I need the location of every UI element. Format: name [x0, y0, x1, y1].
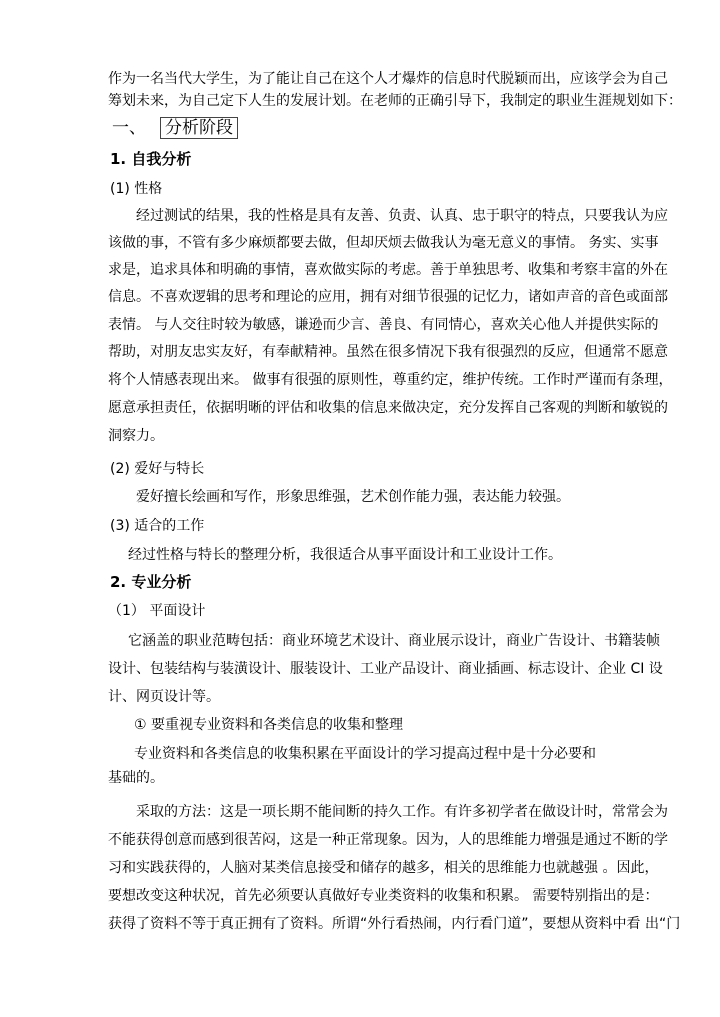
paragraph-line: 它涵盖的职业范畴包括：商业环境艺术设计、商业展示设计，商业广告设计、书籍装帧 — [128, 633, 660, 649]
item-graphic-design-title: （1） 平面设计 — [108, 603, 206, 619]
paragraph-line: 习和实践获得的，人脑对某类信息接受和储存的越多，相关的思维能力也就越强 。因此， — [108, 860, 659, 876]
item-suitable-job-title: (3) 适合的工作 — [110, 518, 205, 534]
point-title: ① 要重视专业资料和各类信息的收集和整理 — [134, 717, 403, 733]
paragraph-line: 将个人情感表现出来。 做事有很强的原则性，尊重约定，维护传统。工作时严谨而有条理， — [108, 372, 673, 388]
section-heading — [112, 117, 622, 139]
intro-line-1: 作为一名当代大学生，为了能让自己在这个人才爆炸的信息时代脱颖而出，应该学会为自己 — [108, 71, 668, 87]
paragraph-line: 计、网页设计等。 — [108, 689, 220, 705]
paragraph-line: 信息。不喜欢逻辑的思考和理论的应用，拥有对细节很强的记忆力，诸如声音的音色或面部 — [108, 289, 668, 305]
section-number: 一、 — [112, 118, 146, 138]
paragraph-line: 专业资料和各类信息的收集积累在平面设计的学习提高过程中是十分必要和 — [134, 746, 596, 762]
paragraph-line: 基础的。 — [108, 770, 164, 786]
subsection-self-analysis: 1. 自我分析 — [110, 150, 192, 168]
paragraph-line: 获得了资料不等于真正拥有了资料。所谓“外行看热闹，内行看门道”，要想从资料中看 出“门 — [108, 916, 681, 932]
paragraph-line: 经过性格与特长的整理分析，我很适合从事平面设计和工业设计工作。 — [128, 547, 562, 563]
paragraph-line: 帮助，对朋友忠实友好，有奉献精神。虽然在很多情况下我有很强烈的反应，但通常不愿意 — [108, 344, 668, 360]
paragraph-line: 不能获得创意而感到很苦闷，这是一种正常现象。因为，人的思维能力增强是通过不断的学 — [108, 832, 668, 848]
paragraph-line: 设计、包装结构与装潢设计、服装设计、工业产品设计、商业插画、标志设计、企业 CI 设 — [108, 661, 663, 677]
paragraph-line: 洞察力。 — [108, 428, 164, 444]
item-personality-title: (1) 性格 — [110, 181, 163, 197]
subsection-major-analysis: 2. 专业分析 — [110, 573, 192, 591]
paragraph-line: 采取的方法：这是一项长期不能间断的持久工作。有许多初学者在做设计时，常常会为 — [136, 804, 668, 820]
intro-line-2: 筹划未来，为自己定下人生的发展计划。在老师的正确引导下，我制定的职业生涯规划如下： — [108, 93, 682, 109]
paragraph-line: 要想改变这种状况，首先必须要认真做好专业类资料的收集和积累。 需要特别指出的是： — [108, 888, 659, 904]
paragraph-line: 表情。 与人交往时较为敏感，谦逊而少言、善良、有同情心，喜欢关心他人并提供实际的 — [108, 317, 659, 333]
paragraph-line: 该做的事，不管有多少麻烦都要去做，但却厌烦去做我认为毫无意义的事情。 务实、实事 — [108, 235, 659, 251]
item-hobby-title: (2) 爱好与特长 — [110, 461, 205, 477]
section-title: 分析阶段 — [160, 117, 238, 139]
paragraph-line: 求是，追求具体和明确的事情，喜欢做实际的考虑。善于单独思考、收集和考察丰富的外在 — [108, 262, 668, 278]
paragraph-line: 经过测试的结果，我的性格是具有友善、负责、认真、忠于职守的特点，只要我认为应 — [136, 208, 668, 224]
paragraph-line: 愿意承担责任，依据明晰的评估和收集的信息来做决定，充分发挥自己客观的判断和敏锐的 — [108, 400, 668, 416]
paragraph-line: 爱好擅长绘画和写作，形象思维强，艺术创作能力强，表达能力较强。 — [136, 489, 570, 505]
